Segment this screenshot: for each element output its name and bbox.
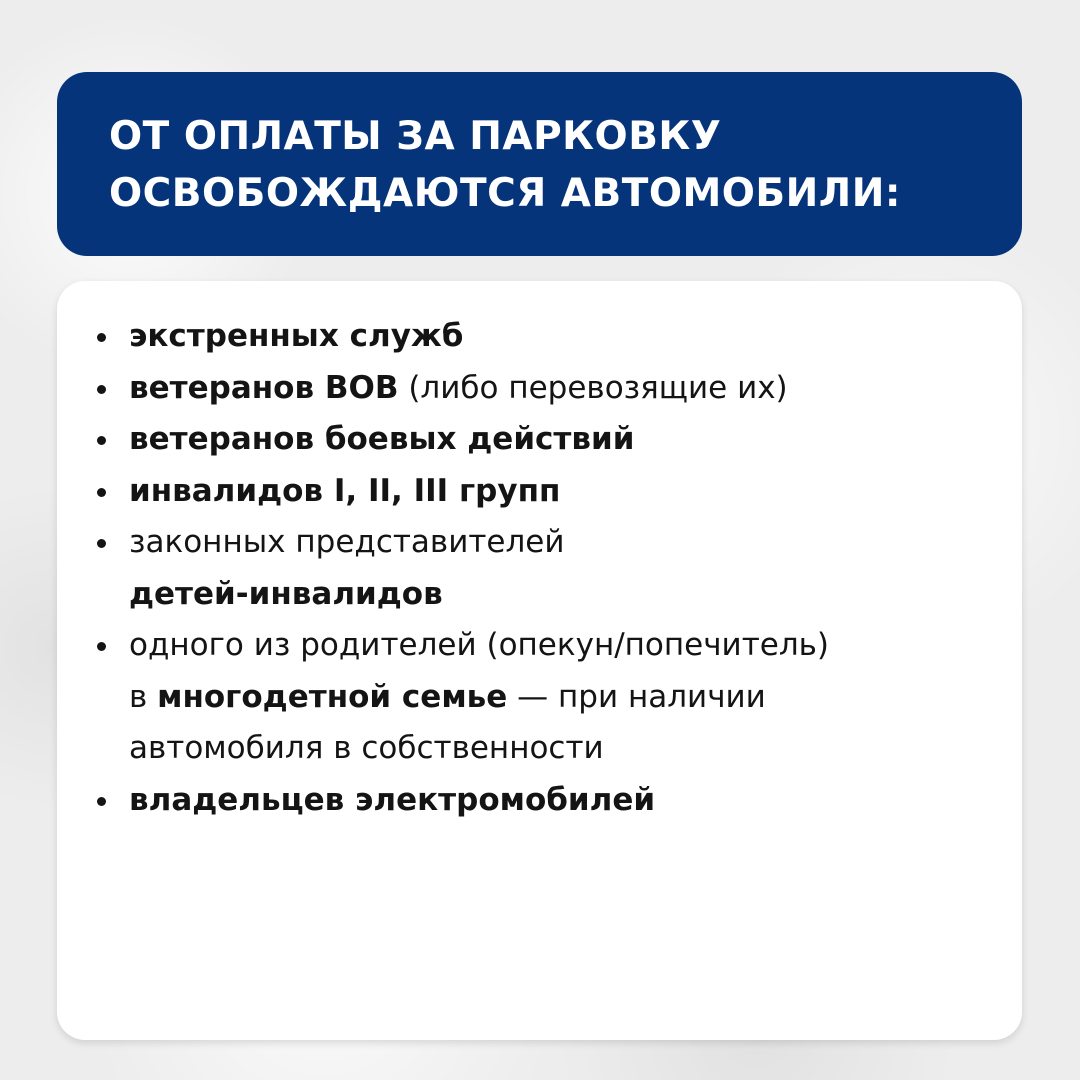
- bullet-icon: [97, 642, 106, 651]
- bullet-icon: [97, 385, 106, 394]
- list-item-text: — при наличии: [507, 678, 766, 715]
- exemption-list: [95, 311, 1022, 826]
- list-item-wwii-veterans: [95, 363, 1022, 415]
- list-item-disabled-groups: [95, 466, 1022, 518]
- list-item-text: в: [129, 678, 158, 715]
- bullet-icon: [97, 436, 106, 445]
- list-item-text: экстренных служб: [129, 318, 464, 354]
- list-item-text: владельцев электромобилей: [129, 781, 656, 818]
- header-banner: [57, 72, 1022, 256]
- list-item-combat-veterans: [95, 414, 1022, 466]
- list-item-emergency-services: [95, 311, 1022, 363]
- list-item-text: ветеранов боевых действий: [129, 421, 635, 457]
- list-item-large-family-parent: [95, 620, 1022, 775]
- bullet-icon: [97, 539, 106, 548]
- list-item-text: одного из родителей (опекун/попечитель): [129, 627, 829, 663]
- bullet-icon: [97, 797, 106, 806]
- list-item-text: законных представителей: [129, 524, 565, 560]
- list-item-text: автомобиля в собственности: [129, 730, 604, 766]
- list-item-ev-owners: [95, 775, 1022, 827]
- bullet-icon: [97, 488, 106, 497]
- list-item-text-bold: детей-инвалидов: [129, 575, 443, 612]
- bullet-icon: [97, 333, 106, 342]
- header-title-line-2: ОСВОБОЖДАЮТСЯ АВТОМОБИЛИ:: [109, 171, 901, 216]
- content-card: [57, 281, 1022, 1040]
- list-item-legal-representatives: [95, 517, 1022, 620]
- list-item-text: инвалидов I, II, III групп: [129, 472, 561, 509]
- list-item-text-bold: многодетной семье: [157, 678, 508, 715]
- list-item-text: ветеранов ВОВ: [129, 369, 399, 406]
- header-title-line-1: ОТ ОПЛАТЫ ЗА ПАРКОВКУ: [109, 114, 722, 159]
- list-item-note: (либо перевозящие их): [398, 369, 788, 406]
